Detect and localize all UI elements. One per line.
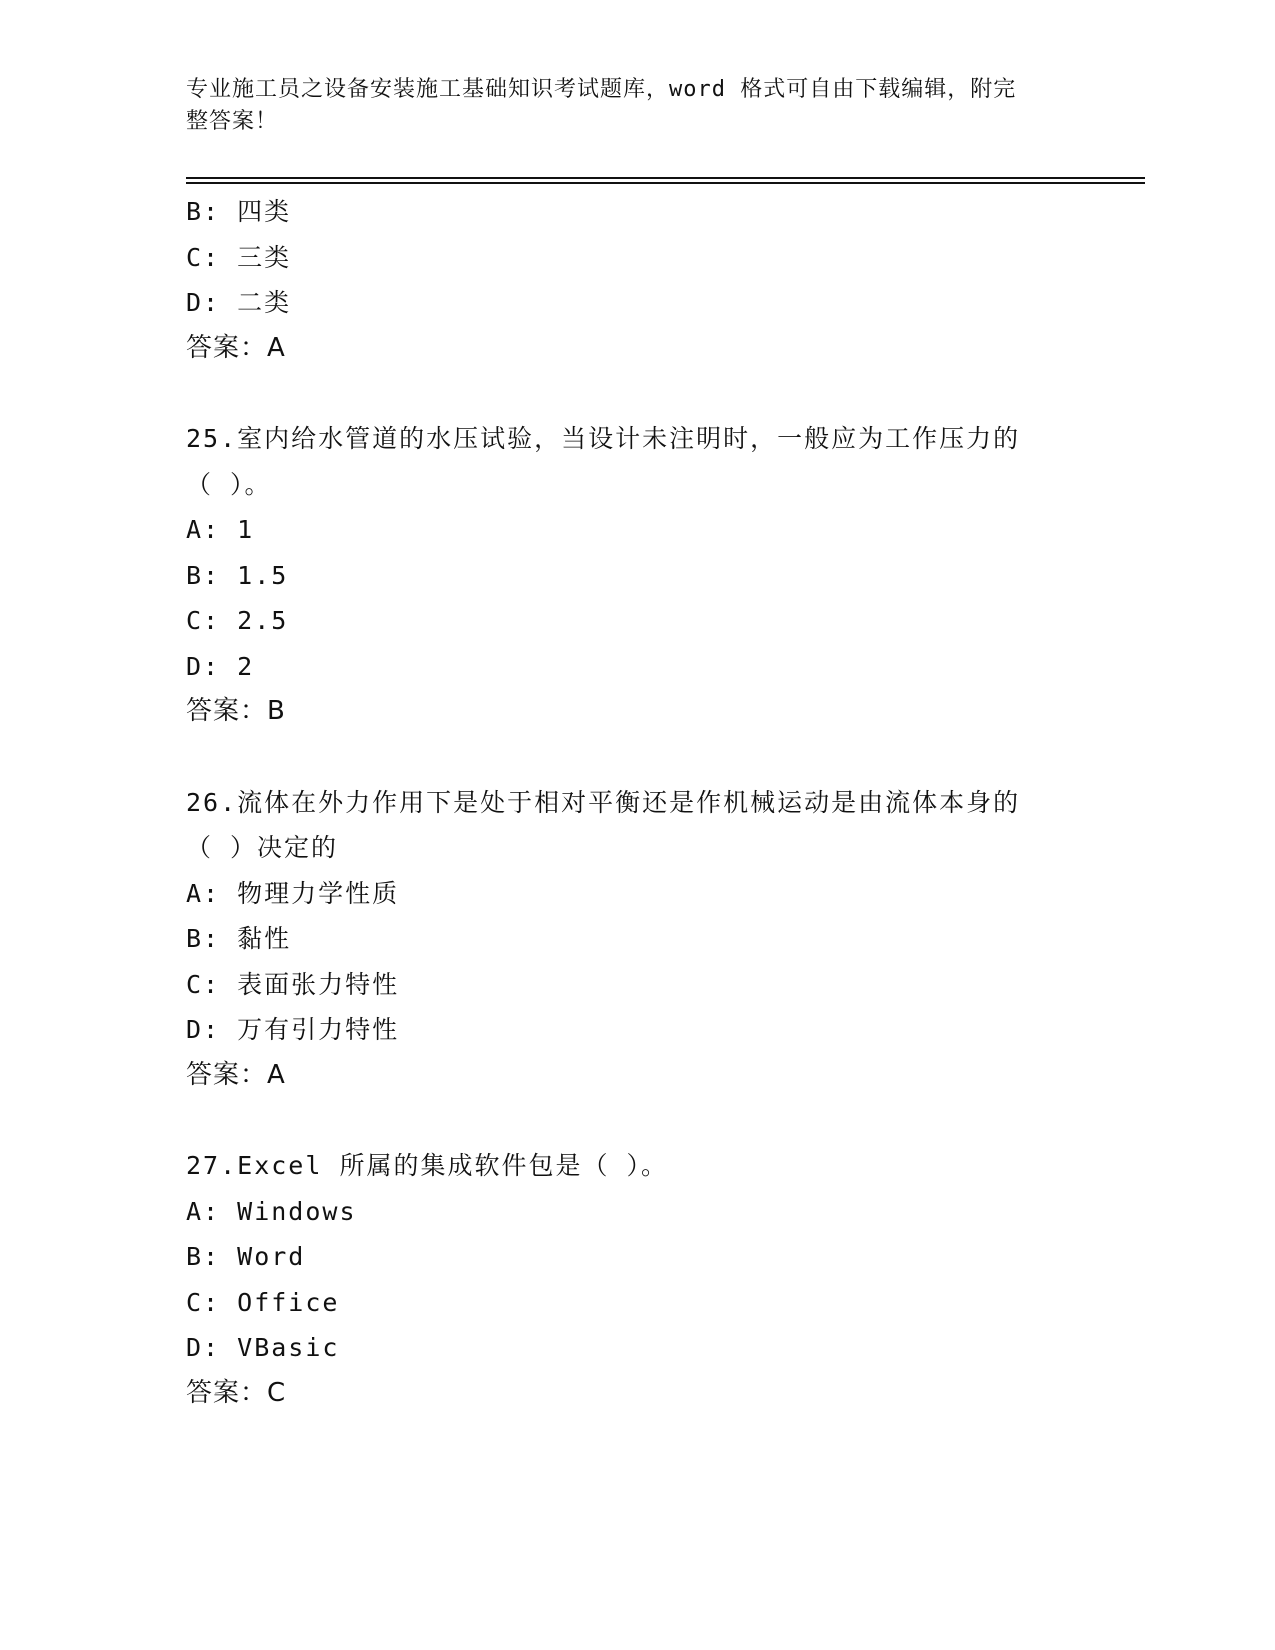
option-d: D: 万有引力特性 [186, 1015, 400, 1044]
question-26 [186, 780, 1086, 1099]
answer-line: 答案：A [186, 332, 286, 363]
option-b: B: 四类 [186, 197, 292, 226]
question-25 [186, 416, 1086, 735]
question-spacer [186, 735, 1086, 780]
question-27 [186, 1143, 1086, 1416]
answer-line: 答案：C [186, 1377, 287, 1408]
question-stem: 26.流体在外力作用下是处于相对平衡还是作机械运动是由流体本身的 [186, 787, 1021, 817]
question-stem-continued: （ ）决定的 [186, 833, 339, 862]
answer-line: 答案：B [186, 696, 286, 726]
header-line-2: 整答案！ [186, 109, 279, 134]
answer-line: 答案：A [186, 1059, 286, 1090]
option-d: D: VBasic [186, 1333, 340, 1362]
option-c: C: Office [186, 1287, 340, 1317]
question-block-continued [186, 189, 1086, 371]
document-header [186, 74, 1066, 138]
option-d: D: 2 [186, 651, 255, 681]
header-line-1: 专业施工员之设备安装施工基础知识考试题库，word 格式可自由下载编辑，附完 [186, 77, 1017, 102]
question-stem-continued: （ ）。 [186, 469, 272, 499]
question-list [186, 189, 1086, 1416]
option-c: C: 三类 [186, 242, 292, 272]
option-b: B: 黏性 [186, 924, 292, 953]
option-a: A: 1 [186, 515, 255, 544]
option-b: B: 1.5 [186, 560, 289, 590]
header-divider-top [186, 177, 1145, 179]
question-stem: 27.Excel 所属的集成软件包是（ ）。 [186, 1151, 669, 1180]
header-divider-bottom [186, 182, 1145, 184]
question-spacer [186, 371, 1086, 416]
question-spacer [186, 1098, 1086, 1143]
option-c: C: 2.5 [186, 606, 289, 635]
option-a: A: Windows [186, 1196, 357, 1226]
option-b: B: Word [186, 1242, 306, 1271]
question-stem: 25.室内给水管道的水压试验，当设计未注明时，一般应为工作压力的 [186, 424, 1021, 453]
option-d: D: 二类 [186, 288, 292, 317]
option-c: C: 表面张力特性 [186, 969, 400, 999]
option-a: A: 物理力学性质 [186, 878, 400, 908]
